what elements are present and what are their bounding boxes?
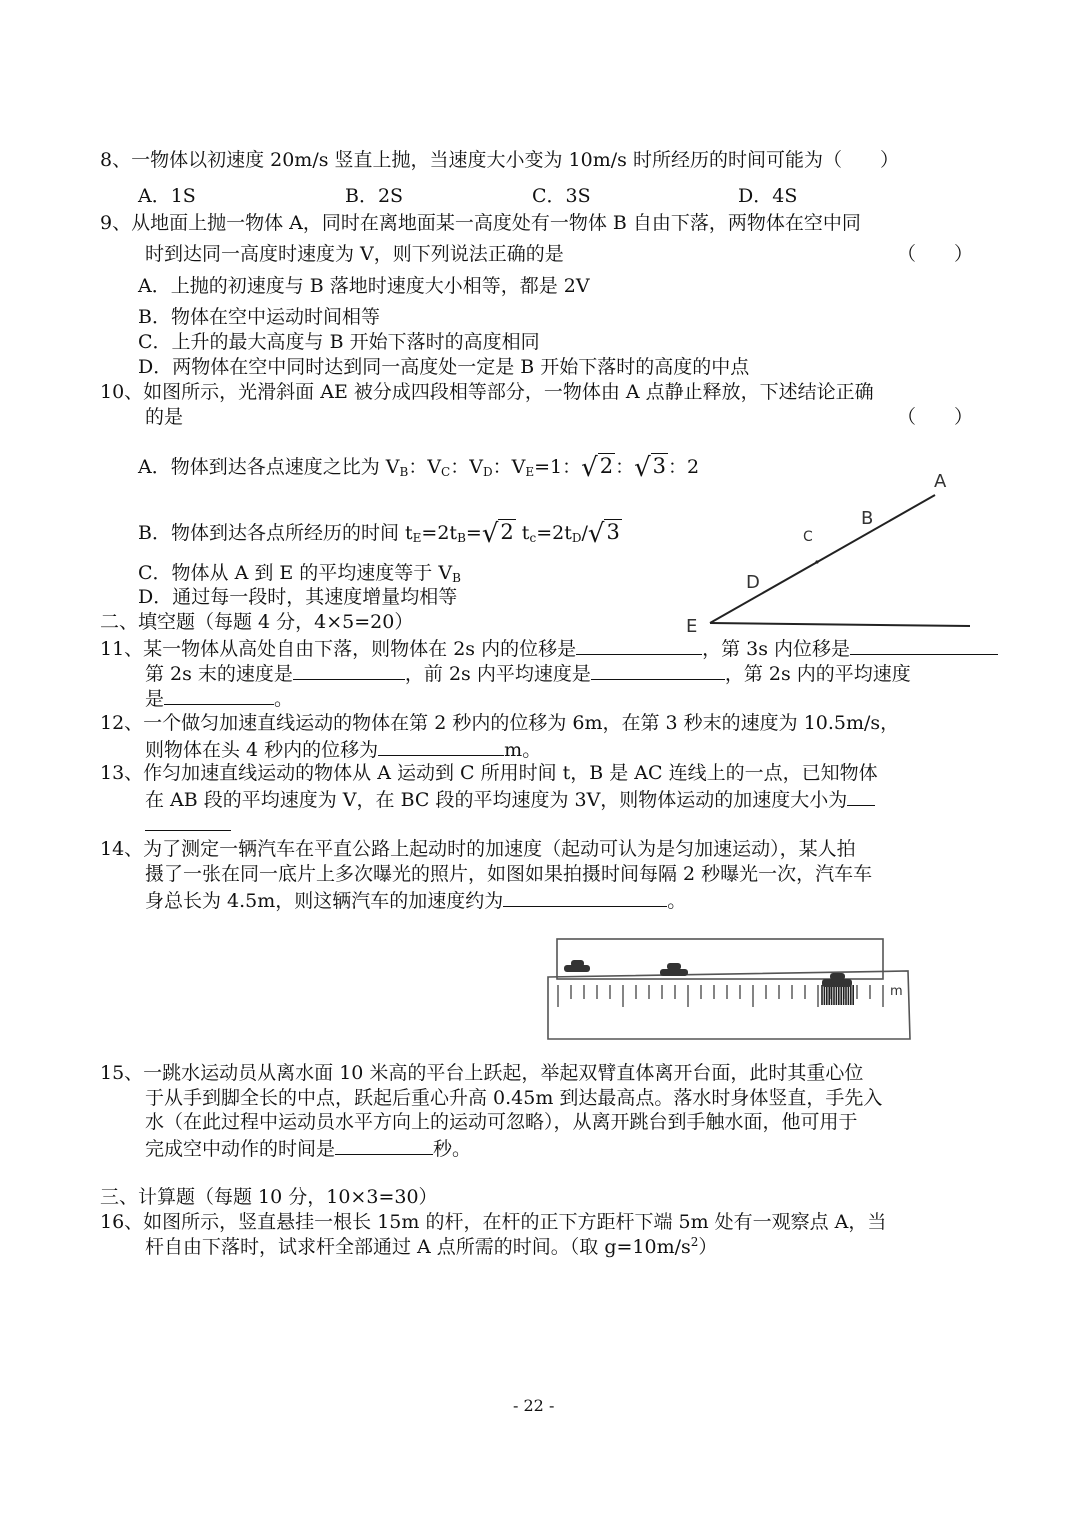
sqrt-symbol-icon: √ (581, 453, 598, 483)
q8-option-d: D．4S (738, 185, 798, 207)
q12-line2: 则物体在头 4 秒内的位移为 m。 (145, 739, 542, 761)
q11-blank-3[interactable] (293, 661, 405, 680)
q13-line3 (145, 812, 231, 836)
q13-line1: 13、作匀加速直线运动的物体从 A 运动到 C 所用时间 t，B 是 AC 连线上的一点，已知物体 (100, 762, 878, 784)
q8-stem: 8、一物体以初速度 20m/s 竖直上抛，当速度大小变为 10m/s 时所经历的时间可能为（ ） (100, 149, 899, 171)
incline-label-e: E (686, 616, 698, 637)
incline-label-a: A (934, 471, 947, 492)
q16-line1: 16、如图所示，竖直悬挂一根长 15m 的杆，在杆的正下方距杆下端 5m 处有一观察点 A，当 (100, 1211, 887, 1233)
car-icon-3 (822, 973, 852, 987)
sqrt-symbol-icon: √ (587, 519, 605, 549)
q13-blank-a[interactable] (847, 787, 875, 806)
q11-line1: 11、某一物体从高处自由下落，则物体在 2s 内的位移是 ，第 3s 内位移是 (100, 636, 998, 660)
car-icon-1 (564, 960, 590, 972)
q11-blank-2[interactable] (850, 636, 998, 655)
q14-blank[interactable] (503, 888, 667, 907)
q11-line2: 第 2s 末的速度是 ，前 2s 内平均速度是 ，第 2s 内的平均速度 (145, 663, 911, 685)
incline-base-line (710, 623, 970, 626)
ruler-dense-ticks (822, 985, 853, 1005)
incline-label-c: C (803, 529, 813, 545)
car-ruler-figure (540, 935, 920, 1045)
incline-slope-line (710, 495, 935, 623)
page-number: - 22 - (513, 1396, 555, 1415)
q10-option-d: D．通过每一段时，其速度增量均相等 (138, 586, 458, 608)
sqrt-symbol-icon: √ (634, 453, 651, 483)
q10-stem-line2: 的是 (145, 406, 184, 428)
incline-point-c-dot (815, 560, 818, 563)
q11-line3: 是 。 (145, 688, 294, 710)
q11-blank-5[interactable] (164, 686, 274, 705)
q16-line2: 杆自由下落时，试求杆全部通过 A 点所需的时间。（取 $g=10m/s^2$） (145, 1235, 718, 1258)
q11-blank-4[interactable] (591, 661, 725, 680)
q15-line1: 15、一跳水运动员从离水面 10 米高的平台上跃起，举起双臂直体离开台面，此时其重心位 (100, 1062, 864, 1084)
q9-option-b: B．物体在空中运动时间相等 (138, 306, 380, 328)
section-2-heading: 二、填空题（每题 4 分，4×5=20） (100, 611, 414, 633)
q14-line3: 身总长为 4.5m，则这辆汽车的加速度约为 。 (145, 890, 687, 912)
q15-line3: 水（在此过程中运动员水平方向上的运动可忽略），从离开跳台到手触水面，他可用于 (145, 1111, 858, 1133)
ruler-unit-label: m (890, 984, 903, 999)
q9-option-a: A．上抛的初速度与 B 落地时速度大小相等，都是 2V (138, 275, 590, 297)
q10-option-c: C．物体从 A 到 E 的平均速度等于 $V_B$ (138, 562, 461, 585)
incline-label-d: D (746, 572, 760, 593)
q13-line2: 在 AB 段的平均速度为 V，在 BC 段的平均速度为 3V，则物体运动的加速度大小为 (145, 787, 875, 811)
q15-line2: 于从手到脚全长的中点，跃起后重心升高 0.45m 到达最高点。落水时身体竖直，手先入 (145, 1087, 883, 1109)
q9-stem-line1: 9、从地面上抛一物体 A，同时在离地面某一高度处有一物体 B 自由下落，两物体在空中同 (100, 212, 861, 234)
q10-answer-paren: （ ） (897, 406, 974, 428)
incline-label-b: B (861, 508, 874, 529)
car-icon-2 (660, 963, 688, 976)
q8-option-b: B．2S (345, 185, 404, 207)
ruler-outline (548, 971, 910, 1039)
q12-blank[interactable] (378, 737, 504, 756)
q9-stem-line2: 时到达同一高度时速度为 V，则下列说法正确的是 (145, 243, 564, 265)
q10-option-a: A．物体到达各点速度之比为 $V_B$：$V_C$：$V_D$：$V_E=1$：√2 ：√3 ：2 (138, 453, 700, 483)
q13-blank-b[interactable] (145, 812, 231, 831)
q9-option-d: D．两物体在空中同时达到同一高度处一定是 B 开始下落时的高度的中点 (138, 356, 750, 378)
sqrt-symbol-icon: √ (481, 519, 499, 549)
section-3-heading: 三、计算题（每题 10 分，10×3=30） (100, 1186, 438, 1208)
q14-line1: 14、为了测定一辆汽车在平直公路上起动时的加速度（起动可认为是匀加速运动），某人拍 (100, 838, 856, 860)
q9-answer-paren: （ ） (897, 243, 974, 265)
q10-stem-line1: 10、如图所示，光滑斜面 AE 被分成四段相等部分，一物体由 A 点静止释放，下述结论正确 (100, 381, 874, 403)
q10-option-b: B．物体到达各点所经历的时间 $t_E=2t_B=√2$ $t_c=2t_D/√3$ (138, 519, 620, 549)
q15-blank[interactable] (335, 1136, 433, 1155)
q11-blank-1[interactable] (576, 636, 702, 655)
q8-option-a: A．1S (138, 185, 196, 207)
q15-line4: 完成空中动作的时间是 秒。 (145, 1138, 472, 1160)
q12-line1: 12、一个做匀加速直线运动的物体在第 2 秒内的位移为 6m，在第 3 秒末的速度为 10.5m/s， (100, 712, 900, 734)
q14-line2: 摄了一张在同一底片上多次曝光的照片，如图如果拍摄时间每隔 2 秒曝光一次，汽车车 (145, 863, 873, 885)
incline-figure (680, 460, 980, 640)
q8-option-c: C．3S (532, 185, 591, 207)
q9-option-c: C．上升的最大高度与 B 开始下落时的高度相同 (138, 331, 540, 353)
